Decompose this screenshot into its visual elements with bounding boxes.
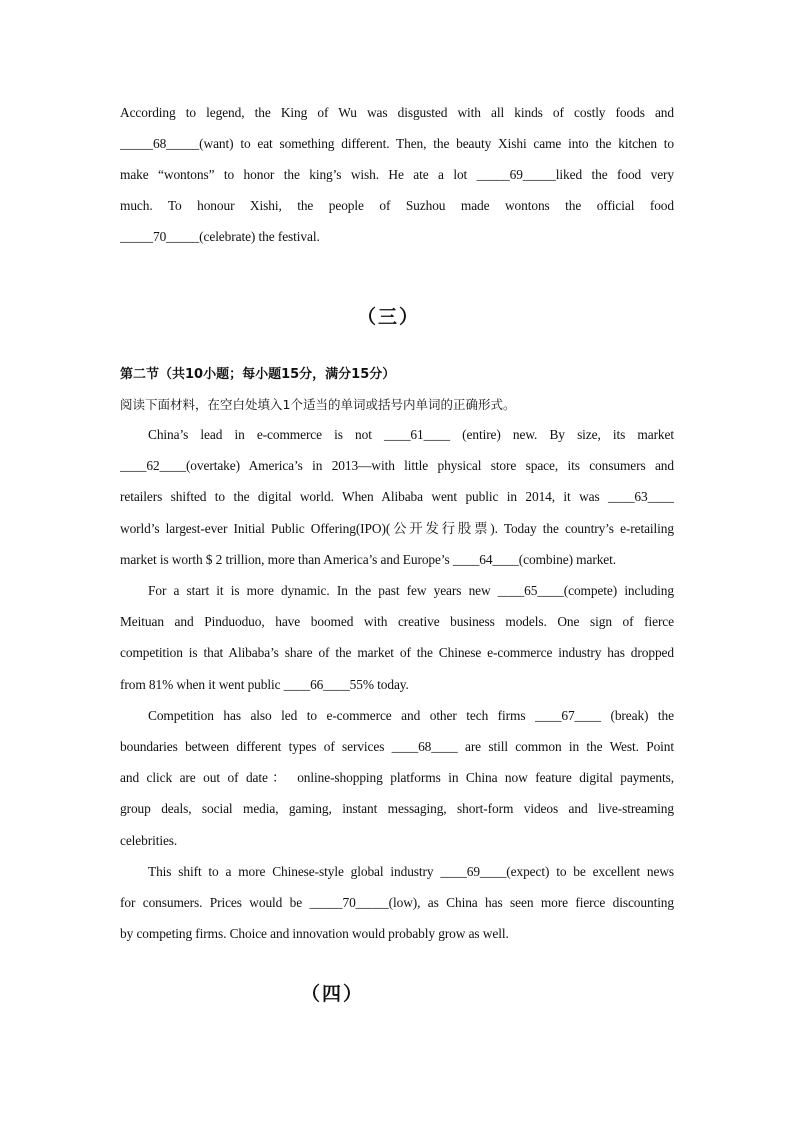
passage-three-line: China’s lead in e-commerce is not ____61____ (entire) new. By size, its market (148, 427, 674, 442)
passage-three-line: ____62____(overtake) America’s in 2013—with little physical store space, its consumers and (120, 458, 674, 473)
section-three-heading: （三） (357, 306, 421, 328)
passage-three-line: celebrities. (120, 833, 178, 848)
passage-three-line: For a start it is more dynamic. In the past few years new ____65____(compete) including (148, 583, 674, 598)
passage-three-line: Competition has also led to e-commerce and other tech firms ____67____ (break) the (148, 708, 674, 723)
passage-three-line: group deals, social media, gaming, instant messaging, short-form videos and live-streaming (120, 801, 674, 816)
passage-three-line: Meituan and Pinduoduo, have boomed with creative business models. One sign of fierce (120, 614, 674, 629)
passage-two-line: much. To honour Xishi, the people of Suzhou made wontons the official food (120, 198, 674, 213)
passage-two-line: According to legend, the King of Wu was disgusted with all kinds of costly foods and (120, 105, 674, 120)
passage-three-line: from 81% when it went public ____66____55% today. (120, 677, 409, 692)
section-title: 第二节（共10小题；每小题15分，满分15分） (120, 367, 396, 382)
passage-three-line: for consumers. Prices would be _____70_____(low), as China has seen more fierce discounting (120, 895, 674, 910)
passage-two-line: make “wontons” to honor the king’s wish. He ate a lot _____69_____liked the food very (120, 167, 674, 182)
passage-three-line: by competing firms. Choice and innovation would probably grow as well. (120, 926, 509, 941)
passage-three-line: competition is that Alibaba’s share of the market of the Chinese e-commerce industry has dropped (120, 645, 674, 660)
passage-two-line: _____70_____(celebrate) the festival. (120, 229, 320, 244)
passage-three-line: and click are out of date： online-shopping platforms in China now feature digital payments, (120, 770, 674, 785)
passage-three-line: This shift to a more Chinese-style global industry ____69____(expect) to be excellent news (148, 864, 674, 879)
section-instruction: 阅读下面材料，在空白处填入1个适当的单词或括号内单词的正确形式。 (120, 397, 516, 412)
passage-three-line: market is worth $ 2 trillion, more than America’s and Europe’s ____64____(combine) market. (120, 552, 617, 567)
section-four-heading: （四） (301, 983, 365, 1005)
passage-three-line: boundaries between different types of services ____68____ are still common in the West. Point (120, 739, 674, 754)
passage-three-line: world’s largest-ever Initial Public Offering(IPO)(公开发行股票). Today the country’s e-retailing (120, 521, 674, 536)
passage-three-line: retailers shifted to the digital world. When Alibaba went public in 2014, it was ____63____ (120, 489, 674, 504)
passage-two-line: _____68_____(want) to eat something different. Then, the beauty Xishi came into the kitchen to (120, 136, 674, 151)
